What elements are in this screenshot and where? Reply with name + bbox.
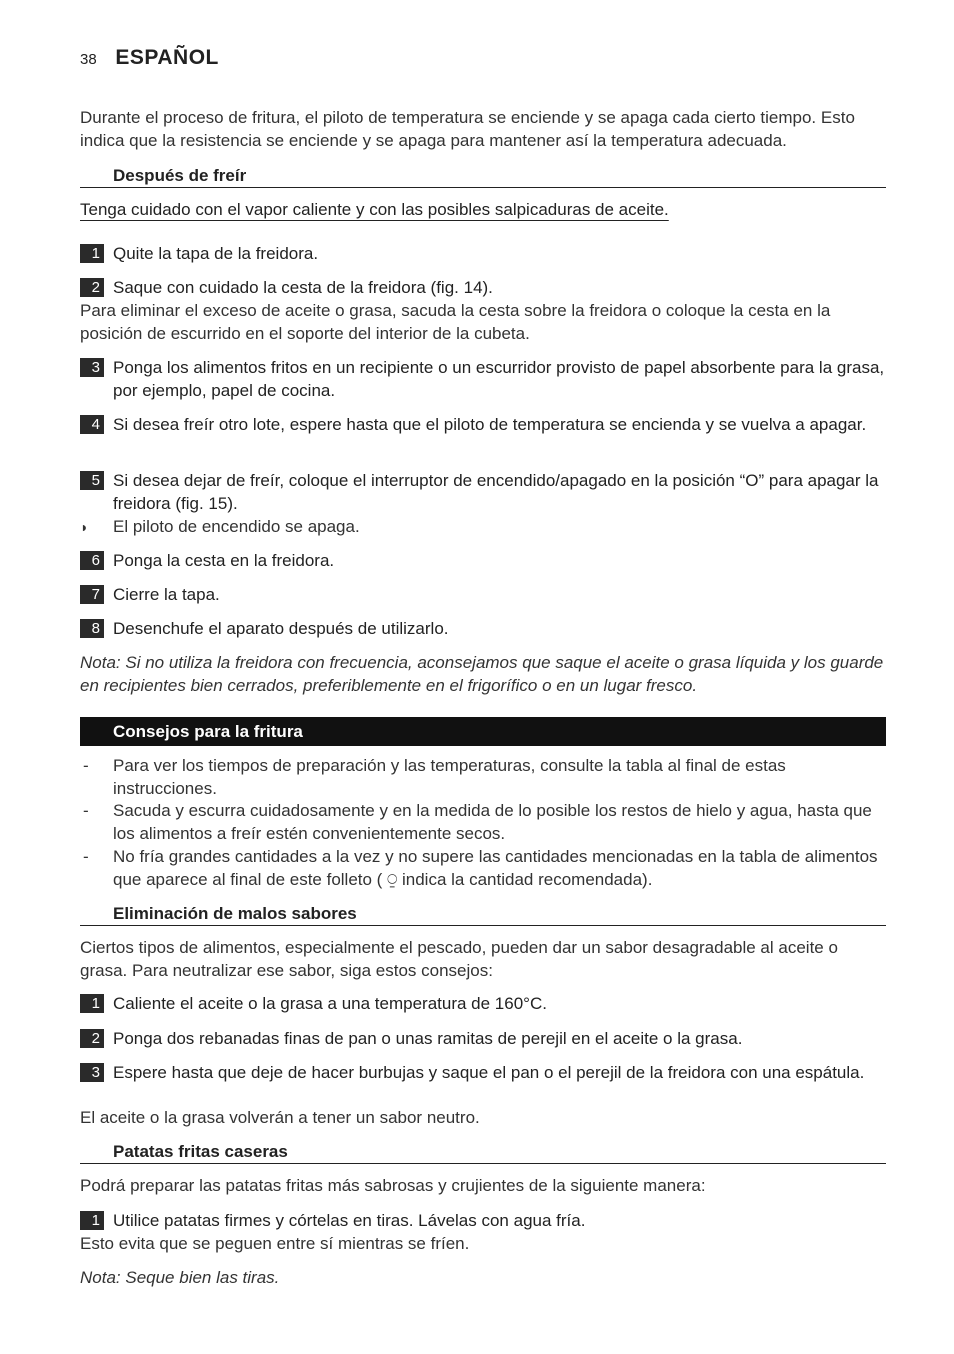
step-8 bbox=[80, 618, 886, 641]
step-text: Utilice patatas firmes y córtelas en tiras. Lávelas con agua fría. bbox=[113, 1211, 586, 1230]
eliminacion-intro: Ciertos tipos de alimentos, especialmente el pescado, pueden dar un sabor desagradable al aceite o grasa. Para neutralizar ese sabor, siga estos consejos: bbox=[80, 938, 838, 980]
result-text: El piloto de encendido se apaga. bbox=[113, 517, 360, 536]
section-title: Consejos para la fritura bbox=[113, 722, 303, 741]
step-number-badge: 1 bbox=[80, 244, 104, 263]
step-number-badge: 4 bbox=[80, 415, 104, 434]
dash-marker: - bbox=[83, 756, 89, 775]
dash-marker: - bbox=[83, 801, 89, 820]
section-header-eliminacion bbox=[80, 903, 886, 926]
step-text: Ponga la cesta en la freidora. bbox=[113, 551, 335, 570]
page-number: 38 bbox=[80, 51, 97, 68]
tip-text: Para ver los tiempos de preparación y las temperaturas, consulte la tabla al final de estas instrucciones. bbox=[113, 756, 786, 798]
section-title: Patatas fritas caseras bbox=[113, 1142, 288, 1161]
step-6 bbox=[80, 550, 886, 573]
language-title: ESPAÑOL bbox=[115, 46, 219, 69]
step-1 bbox=[80, 993, 886, 1016]
tip-item bbox=[80, 800, 886, 845]
step-3 bbox=[80, 1062, 886, 1085]
section-header-patatas bbox=[80, 1141, 886, 1164]
section-header-consejos bbox=[80, 717, 886, 746]
warning-text: Tenga cuidado con el vapor caliente y con las posibles salpicaduras de aceite. bbox=[80, 200, 669, 219]
step-number-badge: 6 bbox=[80, 551, 104, 570]
tip-item bbox=[80, 755, 886, 800]
step-number-badge: 1 bbox=[80, 994, 104, 1013]
step-text: Espere hasta que deje de hacer burbujas y saque el pan o el perejil de la freidora con una espátula. bbox=[113, 1063, 865, 1082]
step-number-badge: 5 bbox=[80, 471, 104, 490]
section-header-despues bbox=[80, 165, 886, 188]
tip-text: Sacuda y escurra cuidadosamente y en la medida de lo posible los restos de hielo y agua, hasta que los alimentos a freír estén convenientemente secos. bbox=[113, 801, 872, 843]
step-5-result bbox=[80, 516, 886, 539]
step-number-badge: 2 bbox=[80, 278, 104, 297]
section-title: Eliminación de malos sabores bbox=[113, 904, 357, 923]
patatas-step1-note: Esto evita que se peguen entre sí mientras se fríen. bbox=[80, 1234, 470, 1253]
step-text: Caliente el aceite o la grasa a una temperatura de 160°C. bbox=[113, 994, 547, 1013]
step-number-badge: 3 bbox=[80, 358, 104, 377]
step-1 bbox=[80, 243, 886, 266]
eliminacion-result: El aceite o la grasa volverán a tener un sabor neutro. bbox=[80, 1108, 480, 1127]
step-text: Si desea dejar de freír, coloque el interruptor de encendido/apagado en la posición “O” para apagar la freidora (fig. 15). bbox=[113, 471, 879, 513]
step-7 bbox=[80, 584, 886, 607]
step-1 bbox=[80, 1210, 886, 1233]
step-2-note: Para eliminar el exceso de aceite o grasa, sacuda la cesta sobre la freidora o coloque la cesta en la posición de escurrido en el soporte del interior de la cubeta. bbox=[80, 301, 831, 343]
step-number-badge: 1 bbox=[80, 1211, 104, 1230]
step-text: Ponga dos rebanadas finas de pan o unas ramitas de perejil en el aceite o la grasa. bbox=[113, 1029, 743, 1048]
section-title: Después de freír bbox=[113, 166, 247, 185]
step-4 bbox=[80, 414, 886, 437]
nota-patatas: Nota: Seque bien las tiras. bbox=[80, 1268, 280, 1287]
step-text: Quite la tapa de la freidora. bbox=[113, 244, 319, 263]
intro-paragraph: Durante el proceso de fritura, el piloto de temperatura se enciende y se apaga cada cierto tiempo. Esto indica que la resistencia se enciende y se apaga para mantener así la temperatura adecuada. bbox=[80, 108, 855, 150]
step-number-badge: 7 bbox=[80, 585, 104, 604]
step-text: Si desea freír otro lote, espere hasta que el piloto de temperatura se encienda y se vuelva a apagar. bbox=[113, 415, 867, 434]
step-number-badge: 3 bbox=[80, 1063, 104, 1082]
step-2 bbox=[80, 277, 886, 300]
result-arrow-icon: ◗ bbox=[80, 519, 89, 535]
dash-marker: - bbox=[83, 847, 89, 866]
step-text: Desenchufe el aparato después de utilizarlo. bbox=[113, 619, 449, 638]
step-text: Ponga los alimentos fritos en un recipiente o un escurridor provisto de papel absorbente para la grasa, por ejemplo, papel de cocina. bbox=[113, 358, 885, 400]
tip-item bbox=[80, 846, 886, 891]
step-number-badge: 2 bbox=[80, 1029, 104, 1048]
nota-despues: Nota: Si no utiliza la freidora con frecuencia, aconsejamos que saque el aceite o grasa líquida y los guarde en recipientes bien cerrados, preferiblemente en el frigorífico o en un lugar fresco. bbox=[80, 653, 884, 695]
page-header bbox=[80, 46, 219, 70]
step-3 bbox=[80, 357, 886, 402]
step-text: Saque con cuidado la cesta de la freidora (fig. 14). bbox=[113, 278, 493, 297]
patatas-intro: Podrá preparar las patatas fritas más sabrosas y crujientes de la siguiente manera: bbox=[80, 1176, 706, 1195]
tip-text: No fría grandes cantidades a la vez y no supere las cantidades mencionadas en la tabla de alimentos que aparece al final de este folleto ( ⍜ indica la cantidad recomendada). bbox=[113, 847, 878, 889]
step-2 bbox=[80, 1028, 886, 1051]
step-number-badge: 8 bbox=[80, 619, 104, 638]
step-5 bbox=[80, 470, 886, 515]
step-text: Cierre la tapa. bbox=[113, 585, 220, 604]
